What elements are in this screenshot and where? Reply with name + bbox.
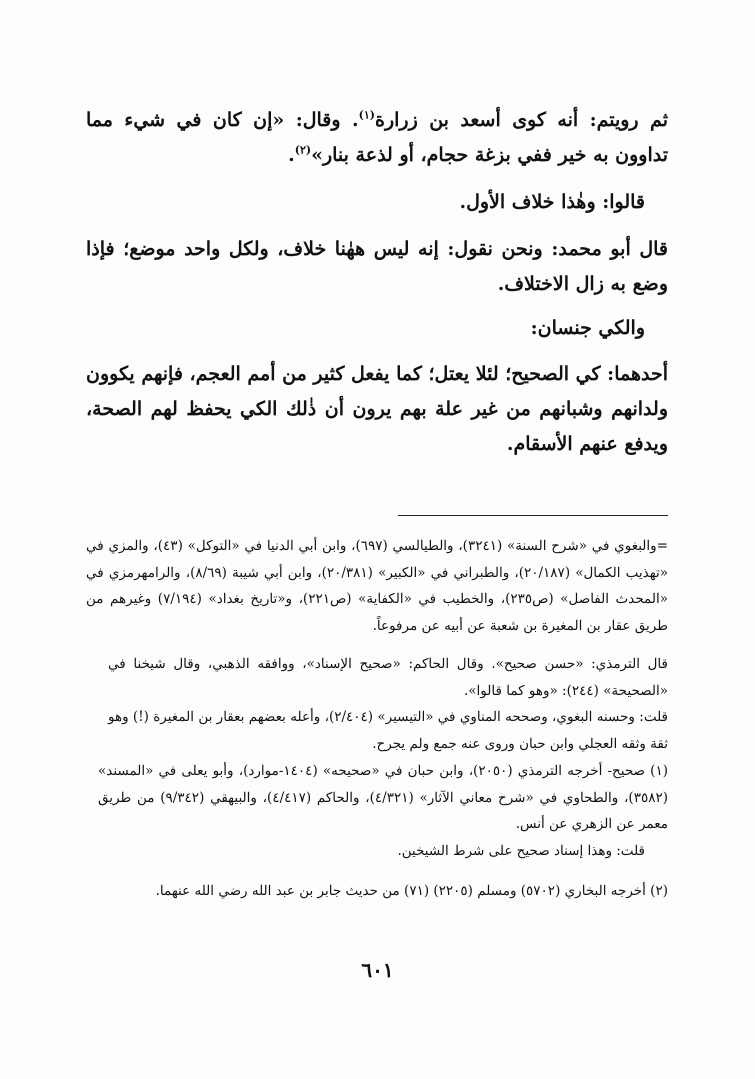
paragraph-3: قال أبو محمد: ونحن نقول: إنه ليس ههٰنا خلاف، ولكل واحد موضع؛ فإذا وضع به زال الاختلاف.	[86, 238, 668, 295]
paragraph-4: والكي جنسان:	[530, 317, 645, 339]
page-number: ٦٠١	[361, 958, 394, 982]
footnote-separator	[398, 515, 668, 516]
footnote-comment: قلت: وحسنه البغوي، وصححه المناوي في «التيسير» (٢/٤٠٤)، وأعله بعضهم بعقار بن المغيرة (!) وهو ثقة وثقه العجلي وابن حبان وروى عنه جمع ولم يجرح.	[108, 709, 668, 752]
paragraph-1: ثم رويتم: أنه كوى أسعد بن زرارة$^{(١)}$. وقال: «إن كان في شيء مما تداوون به خير ففي بزغة حجام، أو لذعة بنار»$^{(٢)}$.	[86, 108, 668, 166]
footnote-1: (١) صحيح- أخرجه الترمذي (٢٠٥٠)، وابن حبان في «صحيحه» (١٤٠٤-موارد)، وأبو يعلى في «المسند» (٣٥٨٢)، والطحاوي في «شرح معاني الآثار» (٤/٣٢١)، والحاكم (٤/٤١٧)، والبيهقي (٩/٣٤٢) من طريق معمر عن الزهري عن أنس.	[98, 763, 669, 832]
footnote-tirmidhi: قال الترمذي: «حسن صحيح». وقال الحاكم: «صحيح الإسناد»، ووافقه الذهبي، وقال شيخنا في «الصحيحة» (٢٤٤): «وهو كما قالوا».	[108, 656, 668, 699]
paragraph-5: أحدهما: كي الصحيح؛ لئلا يعتل؛ كما يفعل كثير من أمم العجم، فإنهم يكوون ولدانهم وشبانهم من غير علة بهم يرون أن ذٰلك الكي يحفظ لهم الصحة، ويدفع عنهم الأسقام.	[86, 363, 668, 455]
footnote-ref-2[interactable]: (٢)	[294, 143, 312, 157]
paragraph-2: قالوا: وهٰذا خلاف الأول.	[459, 191, 645, 213]
footnote-1-comment: قلت: وهذا إسناد صحيح على شرط الشيخين.	[397, 843, 645, 859]
speaker: قال أبو محمد:	[551, 238, 668, 260]
footnote-2: (٢) أخرجه البخاري (٥٧٠٢) ومسلم (٢٢٠٥) (٧١) من حديث جابر بن عبد الله رضي الله عنهما.	[155, 883, 668, 899]
footnote-ref-1[interactable]: (١)	[358, 108, 375, 122]
footnote-continuation: =والبغوي في «شرح السنة» (٣٢٤١)، والطيالسي (٦٩٧)، وابن أبي الدنيا في «التوكل» (٤٣)، والمزي في «تهذيب الكمال» (٢٠/١٨٧)، والطبراني في «الكبير» (٢٠/٣٨١)، وابن أبي شيبة (٨/٦٩)، والرامهرمزي في «المحدث الفاصل» (ص٢٣٥)، والخطيب في «الكفاية» (ص٢٢١)، و«تاريخ بغداد» (٧/١٩٤) وغيرهم من طريق عقار بن المغيرة بن شعبة عن أبيه عن مرفوعاً.	[86, 538, 668, 634]
